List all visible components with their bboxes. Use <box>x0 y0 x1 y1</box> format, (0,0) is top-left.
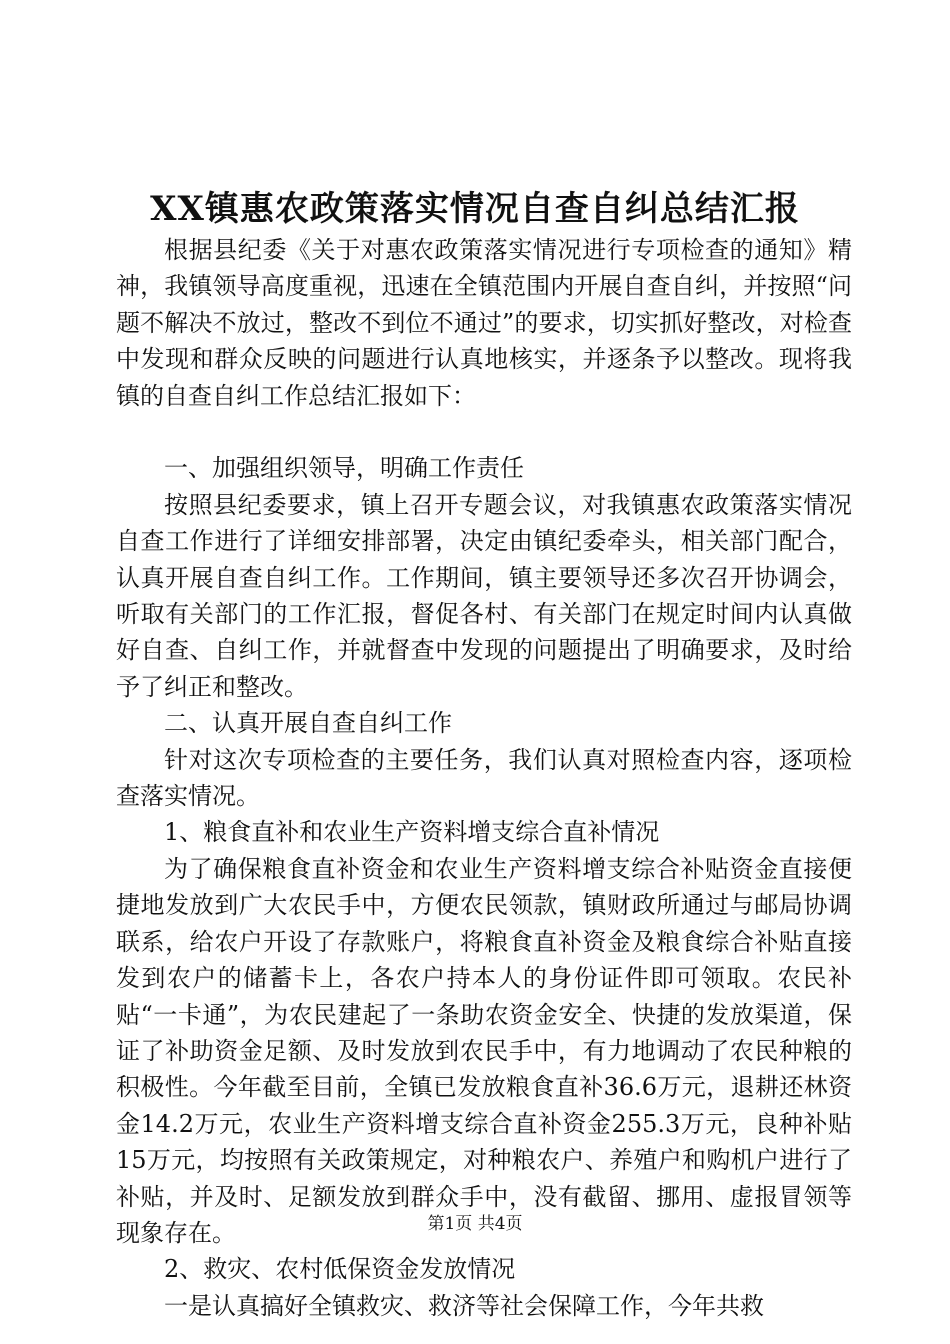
document-title: XX镇惠农政策落实情况自查自纠总结汇报 <box>150 189 800 229</box>
subsection-2-paragraph: 一是认真搞好全镇救灾、救济等社会保障工作，今年共救 <box>164 1291 764 1320</box>
document-body <box>116 232 852 1324</box>
intro-paragraph: 根据县纪委《关于对惠农政策落实情况进行专项检查的通知》精神，我镇领导高度重视，迅速在全镇范围内开展自查自纠，并按照“问题不解决不放过，整改不到位不通过”的要求，切实抓好整改，对检查中发现和群众反映的问题进行认真地核实，并逐条予以整改。现将我镇的自查自纠工作总结汇报如下： <box>116 236 852 410</box>
subsection-heading-2: 2、救灾、农村低保资金发放情况 <box>164 1255 516 1284</box>
section-heading-2: 二、认真开展自查自纠工作 <box>164 709 452 738</box>
paragraph-spacer <box>116 414 852 450</box>
subsection-1-paragraph: 为了确保粮食直补资金和农业生产资料增支综合补贴资金直接便捷地发放到广大农民手中，方便农民领款，镇财政所通过与邮局协调联系，给农户开设了存款账户，将粮食直补资金及粮食综合补贴直接发到农户的储蓄卡上，各农户持本人的身份证件即可领取。农民补贴“一卡通”，为农民建起了一条助农资金安全、快捷的发放渠道，保证了补助资金足额、及时发放到农民手中，有力地调动了农民种粮的积极性。今年截至目前，全镇已发放粮食直补36.6万元，退耕还林资金14.2万元，农业生产资料增支综合直补资金255.3万元，良种补贴15万元，均按照有关政策规定，对种粮农户、养殖户和购机户进行了补贴，并及时、足额发放到群众手中，没有截留、挪用、虚报冒领等现象存在。 <box>116 854 852 1247</box>
section-2-paragraph: 针对这次专项检查的主要任务，我们认真对照检查内容，逐项检查落实情况。 <box>116 745 852 811</box>
page-number-footer: 第1页 共4页 <box>427 1214 523 1234</box>
subsection-heading-1: 1、粮食直补和农业生产资料增支综合直补情况 <box>164 818 660 847</box>
section-heading-1: 一、加强组织领导，明确工作责任 <box>164 454 524 483</box>
section-1-paragraph: 按照县纪委要求，镇上召开专题会议，对我镇惠农政策落实情况自查工作进行了详细安排部署，决定由镇纪委牵头，相关部门配合，认真开展自查自纠工作。工作期间，镇主要领导还多次召开协调会，听取有关部门的工作汇报，督促各村、有关部门在规定时间内认真做好自查、自纠工作，并就督查中发现的问题提出了明确要求，及时给予了纠正和整改。 <box>116 490 852 701</box>
